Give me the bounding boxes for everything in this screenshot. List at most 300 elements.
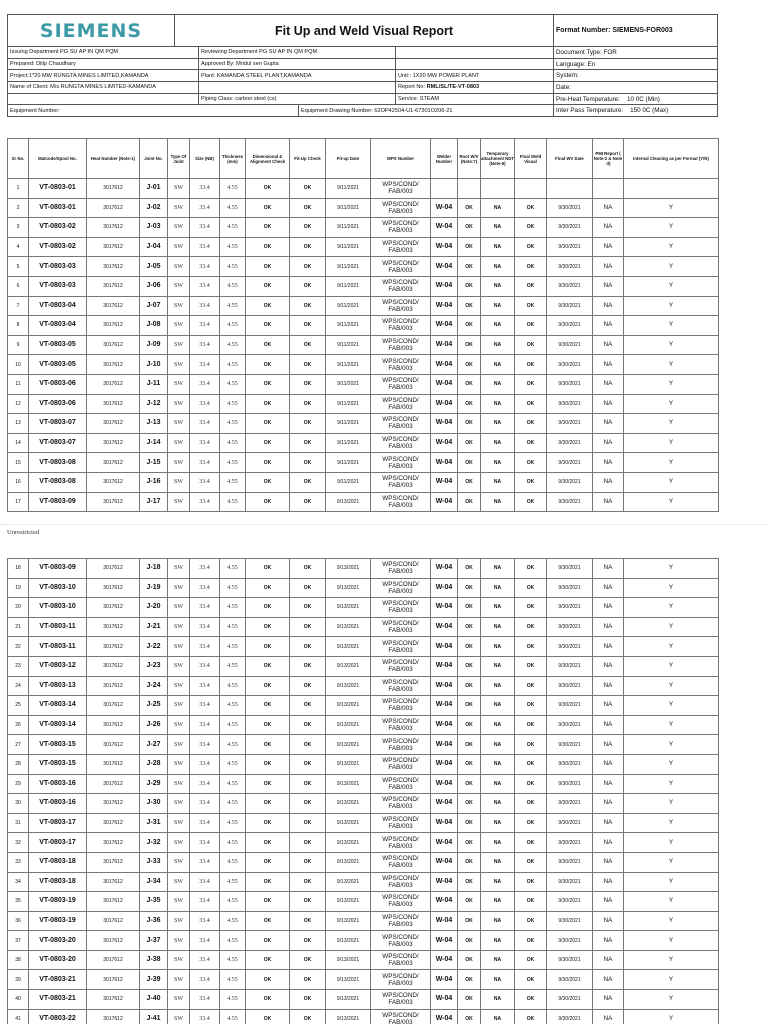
table-row [8, 355, 719, 375]
dimensional-check: OK [246, 637, 290, 657]
heat-number: 3017612 [87, 617, 140, 637]
sr-no: 27 [8, 735, 29, 755]
spool-no: VT-0803-03 [29, 257, 87, 277]
spool-no: VT-0803-07 [29, 433, 87, 453]
pmi-report: NA [593, 296, 624, 316]
internal-cleaning: Y [624, 414, 719, 434]
fitup-check: OK [290, 892, 326, 912]
internal-cleaning: Y [624, 316, 719, 336]
internal-cleaning: Y [624, 433, 719, 453]
thickness: 4.55 [220, 931, 246, 951]
sr-no: 39 [8, 970, 29, 990]
internal-cleaning: Y [624, 794, 719, 814]
spool-no: VT-0803-04 [29, 296, 87, 316]
pmi-report: NA [593, 970, 624, 990]
fitup-date: 9/13/2021 [326, 656, 371, 676]
root-wv: OK [458, 316, 481, 336]
blank-cell [396, 59, 554, 70]
spool-no: VT-0803-08 [29, 453, 87, 473]
spool-no: VT-0803-21 [29, 990, 87, 1010]
final-weld-visual: OK [515, 990, 547, 1010]
joint-type: SW [168, 931, 190, 951]
system: System: [554, 70, 718, 81]
wps-number: WPS/COND/ FAB/003 [371, 637, 431, 657]
fitup-check: OK [290, 754, 326, 774]
joint-no: J-16 [140, 472, 168, 492]
wps-number: WPS/COND/ FAB/003 [371, 316, 431, 336]
column-header: Heat Number (Note-1) [87, 139, 140, 179]
final-weld-visual: OK [515, 833, 547, 853]
temp-attachment-ndt: NA [481, 735, 515, 755]
internal-cleaning: Y [624, 970, 719, 990]
table-row [8, 931, 719, 951]
welder-number: W-04 [431, 316, 458, 336]
thickness: 4.55 [220, 276, 246, 296]
temp-attachment-ndt: NA [481, 237, 515, 257]
joint-no: J-31 [140, 813, 168, 833]
final-wv-date: 9/30/2021 [547, 715, 593, 735]
table-row [8, 676, 719, 696]
fitup-check: OK [290, 1009, 326, 1024]
dimensional-check: OK [246, 316, 290, 336]
pmi-report [593, 179, 624, 199]
weld-report-table-page1 [7, 138, 719, 512]
joint-no: J-09 [140, 335, 168, 355]
wps-number: WPS/COND/ FAB/003 [371, 394, 431, 414]
column-header: Size (NB) [190, 139, 220, 179]
welder-number: W-04 [431, 754, 458, 774]
service: Service: STEAM [396, 94, 554, 105]
internal-cleaning: Y [624, 355, 719, 375]
welder-number: W-04 [431, 472, 458, 492]
heat-number: 3017612 [87, 276, 140, 296]
joint-no: J-27 [140, 735, 168, 755]
dimensional-check: OK [246, 218, 290, 238]
size-nb: 33.4 [190, 257, 220, 277]
pmi-report: NA [593, 813, 624, 833]
table-row [8, 394, 719, 414]
final-wv-date: 9/30/2021 [547, 559, 593, 579]
wps-number: WPS/COND/ FAB/003 [371, 1009, 431, 1024]
wps-number: WPS/COND/ FAB/003 [371, 198, 431, 218]
fitup-date: 9/11/2021 [326, 237, 371, 257]
thickness: 4.55 [220, 578, 246, 598]
size-nb: 33.4 [190, 990, 220, 1010]
fitup-check: OK [290, 316, 326, 336]
size-nb: 33.4 [190, 676, 220, 696]
sr-no: 16 [8, 472, 29, 492]
fitup-check: OK [290, 598, 326, 618]
table-row [8, 1009, 719, 1024]
temp-attachment-ndt: NA [481, 637, 515, 657]
temp-attachment-ndt: NA [481, 433, 515, 453]
internal-cleaning: Y [624, 559, 719, 579]
fitup-date: 9/13/2021 [326, 774, 371, 794]
dimensional-check: OK [246, 296, 290, 316]
final-wv-date: 9/30/2021 [547, 492, 593, 512]
root-wv: OK [458, 696, 481, 716]
joint-type: SW [168, 754, 190, 774]
fitup-check: OK [290, 931, 326, 951]
heat-number: 3017612 [87, 237, 140, 257]
internal-cleaning: Y [624, 218, 719, 238]
dimensional-check: OK [246, 735, 290, 755]
temp-attachment-ndt: NA [481, 296, 515, 316]
welder-number: W-04 [431, 970, 458, 990]
table-row [8, 735, 719, 755]
table-row [8, 276, 719, 296]
temp-attachment-ndt: NA [481, 578, 515, 598]
final-weld-visual: OK [515, 872, 547, 892]
heat-number: 3017612 [87, 1009, 140, 1024]
root-wv: OK [458, 892, 481, 912]
size-nb: 33.4 [190, 911, 220, 931]
fitup-check: OK [290, 492, 326, 512]
pmi-report: NA [593, 414, 624, 434]
spool-no: VT-0803-15 [29, 754, 87, 774]
heat-number: 3017612 [87, 414, 140, 434]
dimensional-check: OK [246, 394, 290, 414]
wps-number: WPS/COND/ FAB/003 [371, 374, 431, 394]
dimensional-check: OK [246, 414, 290, 434]
sr-no: 17 [8, 492, 29, 512]
joint-no: J-35 [140, 892, 168, 912]
thickness: 4.55 [220, 676, 246, 696]
spool-no: VT-0803-21 [29, 970, 87, 990]
pmi-report: NA [593, 676, 624, 696]
final-weld-visual: OK [515, 453, 547, 473]
heat-number: 3017612 [87, 676, 140, 696]
dimensional-check: OK [246, 179, 290, 199]
root-wv: OK [458, 617, 481, 637]
pmi-report: NA [593, 735, 624, 755]
plant: Plant: KAMANDA STEEL PLANT,KAMANDA [199, 70, 396, 81]
heat-number: 3017612 [87, 990, 140, 1010]
thickness: 4.55 [220, 872, 246, 892]
fitup-check: OK [290, 872, 326, 892]
internal-cleaning: Y [624, 656, 719, 676]
fitup-date: 9/11/2021 [326, 355, 371, 375]
final-wv-date: 9/30/2021 [547, 833, 593, 853]
root-wv: OK [458, 578, 481, 598]
joint-no: J-33 [140, 852, 168, 872]
thickness: 4.55 [220, 970, 246, 990]
joint-no: J-28 [140, 754, 168, 774]
table-row [8, 335, 719, 355]
spool-no: VT-0803-08 [29, 472, 87, 492]
final-weld-visual: OK [515, 735, 547, 755]
dimensional-check: OK [246, 676, 290, 696]
joint-type: SW [168, 794, 190, 814]
sr-no: 37 [8, 931, 29, 951]
root-wv: OK [458, 970, 481, 990]
issuing-department: Issuing Department PG SU AP IN QM PQM [7, 47, 199, 58]
pmi-report: NA [593, 492, 624, 512]
heat-number: 3017612 [87, 656, 140, 676]
wps-number: WPS/COND/ FAB/003 [371, 813, 431, 833]
final-wv-date: 9/30/2021 [547, 335, 593, 355]
fitup-check: OK [290, 453, 326, 473]
thickness: 4.55 [220, 656, 246, 676]
column-header: Internal Cleaning as per Format (Y/N) [624, 139, 719, 179]
table-body-page2 [8, 559, 719, 1024]
joint-no: J-32 [140, 833, 168, 853]
heat-number: 3017612 [87, 374, 140, 394]
heat-number: 3017612 [87, 335, 140, 355]
welder-number: W-04 [431, 198, 458, 218]
column-header: Sr No. [8, 139, 29, 179]
final-weld-visual: OK [515, 598, 547, 618]
internal-cleaning: Y [624, 492, 719, 512]
size-nb: 33.4 [190, 656, 220, 676]
wps-number: WPS/COND/ FAB/003 [371, 696, 431, 716]
joint-no: J-15 [140, 453, 168, 473]
wps-number: WPS/COND/ FAB/003 [371, 852, 431, 872]
wps-number: WPS/COND/ FAB/003 [371, 492, 431, 512]
welder-number: W-04 [431, 617, 458, 637]
root-wv: OK [458, 774, 481, 794]
fitup-date: 9/11/2021 [326, 394, 371, 414]
heat-number: 3017612 [87, 433, 140, 453]
heat-number: 3017612 [87, 833, 140, 853]
wps-number: WPS/COND/ FAB/003 [371, 414, 431, 434]
final-wv-date: 9/30/2021 [547, 394, 593, 414]
wps-number: WPS/COND/ FAB/003 [371, 774, 431, 794]
root-wv: OK [458, 335, 481, 355]
size-nb: 33.4 [190, 472, 220, 492]
table-row [8, 179, 719, 199]
spool-no: VT-0803-09 [29, 492, 87, 512]
approved-by: Approved By: Mridul sen Gupta [199, 59, 396, 70]
final-weld-visual: OK [515, 676, 547, 696]
size-nb: 33.4 [190, 179, 220, 199]
final-weld-visual: OK [515, 559, 547, 579]
size-nb: 33.4 [190, 754, 220, 774]
final-weld-visual: OK [515, 433, 547, 453]
table-row [8, 872, 719, 892]
wps-number: WPS/COND/ FAB/003 [371, 237, 431, 257]
final-weld-visual: OK [515, 1009, 547, 1024]
thickness: 4.55 [220, 218, 246, 238]
table-row [8, 296, 719, 316]
preheat-value: 10 0C (Min) [626, 95, 660, 103]
spool-no: VT-0803-22 [29, 1009, 87, 1024]
report-number-value: RML/SL/TE-VT-0803 [426, 84, 480, 91]
joint-no: J-08 [140, 316, 168, 336]
final-weld-visual: OK [515, 316, 547, 336]
thickness: 4.55 [220, 715, 246, 735]
pmi-report: NA [593, 715, 624, 735]
final-weld-visual: OK [515, 237, 547, 257]
thickness: 4.55 [220, 559, 246, 579]
fitup-date: 9/13/2021 [326, 696, 371, 716]
root-wv: OK [458, 453, 481, 473]
pmi-report: NA [593, 472, 624, 492]
wps-number: WPS/COND/ FAB/003 [371, 676, 431, 696]
internal-cleaning: Y [624, 911, 719, 931]
sr-no: 18 [8, 559, 29, 579]
spool-no: VT-0803-03 [29, 276, 87, 296]
reviewing-department: Reviewing Department PG SU AP IN QM PQM [199, 47, 396, 58]
wps-number: WPS/COND/ FAB/003 [371, 833, 431, 853]
page-divider [0, 524, 768, 554]
joint-type: SW [168, 617, 190, 637]
table-row [8, 833, 719, 853]
joint-no: J-10 [140, 355, 168, 375]
table-row [8, 774, 719, 794]
client-name: Name of Client: M/s RUNGTA MINES LIMITED-KAMANDA [7, 82, 199, 93]
heat-number: 3017612 [87, 892, 140, 912]
final-wv-date: 9/30/2021 [547, 892, 593, 912]
temp-attachment-ndt: NA [481, 218, 515, 238]
heat-number: 3017612 [87, 598, 140, 618]
dimensional-check: OK [246, 598, 290, 618]
internal-cleaning: Y [624, 715, 719, 735]
fitup-check: OK [290, 696, 326, 716]
temp-attachment-ndt: NA [481, 374, 515, 394]
dimensional-check: OK [246, 335, 290, 355]
final-weld-visual: OK [515, 931, 547, 951]
final-weld-visual: OK [515, 892, 547, 912]
sr-no: 32 [8, 833, 29, 853]
temp-attachment-ndt: NA [481, 931, 515, 951]
wps-number: WPS/COND/ FAB/003 [371, 892, 431, 912]
root-wv: OK [458, 950, 481, 970]
root-wv: OK [458, 990, 481, 1010]
joint-type: SW [168, 453, 190, 473]
joint-type: SW [168, 218, 190, 238]
sr-no: 30 [8, 794, 29, 814]
heat-number: 3017612 [87, 813, 140, 833]
sr-no: 38 [8, 950, 29, 970]
temp-attachment-ndt: NA [481, 656, 515, 676]
joint-no: J-38 [140, 950, 168, 970]
final-weld-visual: OK [515, 656, 547, 676]
final-wv-date: 9/30/2021 [547, 598, 593, 618]
joint-type: SW [168, 833, 190, 853]
final-weld-visual: OK [515, 335, 547, 355]
fitup-check: OK [290, 833, 326, 853]
spool-no: VT-0803-01 [29, 198, 87, 218]
fitup-date: 9/13/2021 [326, 970, 371, 990]
joint-type: SW [168, 852, 190, 872]
sr-no: 23 [8, 656, 29, 676]
size-nb: 33.4 [190, 394, 220, 414]
size-nb: 33.4 [190, 453, 220, 473]
heat-number: 3017612 [87, 394, 140, 414]
joint-type: SW [168, 276, 190, 296]
joint-type: SW [168, 598, 190, 618]
thickness: 4.55 [220, 198, 246, 218]
size-nb: 33.4 [190, 833, 220, 853]
fitup-date: 9/11/2021 [326, 414, 371, 434]
table-row [8, 492, 719, 512]
root-wv: OK [458, 394, 481, 414]
final-wv-date: 9/30/2021 [547, 257, 593, 277]
preheat-label: Pre-Heat Temperature: [556, 95, 620, 103]
pmi-report: NA [593, 237, 624, 257]
welder-number: W-04 [431, 715, 458, 735]
pmi-report: NA [593, 990, 624, 1010]
sr-no: 19 [8, 578, 29, 598]
root-wv: OK [458, 257, 481, 277]
spool-no: VT-0803-18 [29, 872, 87, 892]
dimensional-check: OK [246, 617, 290, 637]
sr-no: 15 [8, 453, 29, 473]
joint-no: J-04 [140, 237, 168, 257]
table-header-row [8, 139, 719, 179]
size-nb: 33.4 [190, 218, 220, 238]
joint-type: SW [168, 813, 190, 833]
joint-type: SW [168, 374, 190, 394]
column-header: Dimensional & Alignment Check [246, 139, 290, 179]
pmi-report: NA [593, 911, 624, 931]
internal-cleaning: Y [624, 754, 719, 774]
wps-number: WPS/COND/ FAB/003 [371, 617, 431, 637]
wps-number: WPS/COND/ FAB/003 [371, 218, 431, 238]
fitup-date: 9/11/2021 [326, 472, 371, 492]
temp-attachment-ndt: NA [481, 472, 515, 492]
fitup-check: OK [290, 374, 326, 394]
joint-no: J-01 [140, 179, 168, 199]
root-wv: OK [458, 637, 481, 657]
thickness: 4.55 [220, 355, 246, 375]
dimensional-check: OK [246, 715, 290, 735]
spool-no: VT-0803-11 [29, 617, 87, 637]
column-header: Final Weld Visual [515, 139, 547, 179]
final-wv-date: 9/30/2021 [547, 656, 593, 676]
spool-no: VT-0803-04 [29, 316, 87, 336]
pmi-report: NA [593, 394, 624, 414]
thickness: 4.55 [220, 472, 246, 492]
temp-attachment-ndt [481, 179, 515, 199]
spool-no: VT-0803-15 [29, 735, 87, 755]
sr-no: 29 [8, 774, 29, 794]
joint-type: SW [168, 335, 190, 355]
sr-no: 7 [8, 296, 29, 316]
joint-type: SW [168, 872, 190, 892]
joint-type: SW [168, 990, 190, 1010]
spool-no: VT-0803-19 [29, 892, 87, 912]
final-wv-date: 9/30/2021 [547, 218, 593, 238]
thickness: 4.55 [220, 335, 246, 355]
joint-no: J-06 [140, 276, 168, 296]
joint-no: J-22 [140, 637, 168, 657]
table-row [8, 911, 719, 931]
fitup-date: 9/13/2021 [326, 637, 371, 657]
joint-type: SW [168, 774, 190, 794]
final-wv-date: 9/30/2021 [547, 754, 593, 774]
root-wv: OK [458, 656, 481, 676]
size-nb: 33.4 [190, 355, 220, 375]
thickness: 4.55 [220, 453, 246, 473]
final-wv-date: 9/30/2021 [547, 950, 593, 970]
fitup-date: 9/11/2021 [326, 335, 371, 355]
pmi-report: NA [593, 559, 624, 579]
size-nb: 33.4 [190, 296, 220, 316]
wps-number: WPS/COND/ FAB/003 [371, 715, 431, 735]
welder-number: W-04 [431, 735, 458, 755]
thickness: 4.55 [220, 257, 246, 277]
table-body-page1 [8, 179, 719, 512]
welder-number: W-04 [431, 852, 458, 872]
joint-type: SW [168, 970, 190, 990]
internal-cleaning: Y [624, 453, 719, 473]
final-wv-date: 9/30/2021 [547, 911, 593, 931]
prepared-by: Prepared: Dilip Chaudhary [7, 59, 199, 70]
spool-no: VT-0803-06 [29, 394, 87, 414]
internal-cleaning: Y [624, 617, 719, 637]
